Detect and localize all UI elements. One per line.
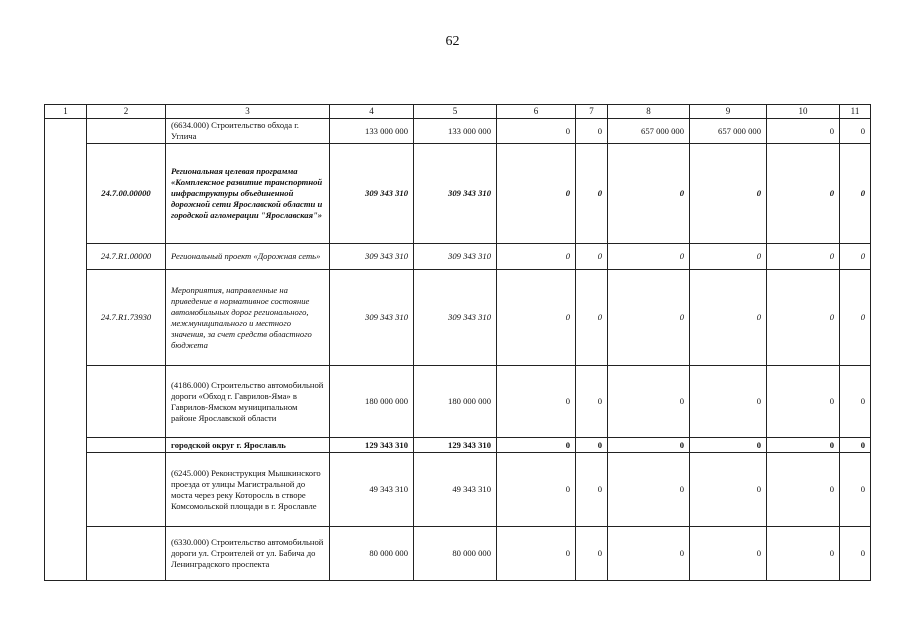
value-cell: 80 000 000 xyxy=(330,527,414,581)
value-cell: 0 xyxy=(497,144,576,244)
value-cell: 0 xyxy=(497,119,576,144)
table-row xyxy=(45,119,871,144)
value-cell: 0 xyxy=(840,527,871,581)
value-cell: 80 000 000 xyxy=(414,527,497,581)
value-cell: 0 xyxy=(690,270,767,366)
value-cell: 0 xyxy=(497,438,576,453)
value-cell: 0 xyxy=(608,527,690,581)
name-cell: (6634.000) Строительство обхода г. Углича xyxy=(166,119,330,144)
value-cell: 0 xyxy=(608,270,690,366)
header-cell: 11 xyxy=(840,105,871,119)
name-cell: (4186.000) Строительство автомобильной дороги «Обход г. Гаврилов-Яма» в Гаврилов-Ямском муниципальном районе Ярославской области xyxy=(166,366,330,438)
header-cell: 3 xyxy=(166,105,330,119)
value-cell: 49 343 310 xyxy=(330,453,414,527)
budget-table xyxy=(44,104,871,581)
value-cell: 180 000 000 xyxy=(330,366,414,438)
value-cell: 0 xyxy=(497,366,576,438)
value-cell: 0 xyxy=(767,270,840,366)
table-row xyxy=(45,366,871,438)
value-cell: 309 343 310 xyxy=(330,270,414,366)
value-cell: 0 xyxy=(690,527,767,581)
value-cell: 0 xyxy=(840,270,871,366)
value-cell: 129 343 310 xyxy=(414,438,497,453)
value-cell: 0 xyxy=(608,244,690,270)
value-cell: 0 xyxy=(576,438,608,453)
value-cell: 309 343 310 xyxy=(414,144,497,244)
header-row xyxy=(45,105,871,119)
code-cell: 24.7.R1.00000 xyxy=(87,244,166,270)
value-cell: 0 xyxy=(690,453,767,527)
value-cell: 657 000 000 xyxy=(690,119,767,144)
value-cell: 0 xyxy=(608,453,690,527)
value-cell: 0 xyxy=(608,438,690,453)
value-cell: 309 343 310 xyxy=(330,244,414,270)
value-cell: 0 xyxy=(767,527,840,581)
value-cell: 0 xyxy=(690,366,767,438)
value-cell: 0 xyxy=(576,244,608,270)
name-cell: (6330.000) Строительство автомобильной дороги ул. Строителей от ул. Бабича до Ленинградского проспекта xyxy=(166,527,330,581)
header-cell: 7 xyxy=(576,105,608,119)
value-cell: 0 xyxy=(767,244,840,270)
value-cell: 0 xyxy=(576,270,608,366)
code-cell xyxy=(87,366,166,438)
header-cell: 1 xyxy=(45,105,87,119)
value-cell: 133 000 000 xyxy=(330,119,414,144)
value-cell: 0 xyxy=(608,366,690,438)
value-cell: 0 xyxy=(576,119,608,144)
table-row xyxy=(45,438,871,453)
header-cell: 4 xyxy=(330,105,414,119)
value-cell: 0 xyxy=(840,244,871,270)
value-cell: 657 000 000 xyxy=(608,119,690,144)
table-row xyxy=(45,527,871,581)
value-cell: 0 xyxy=(840,453,871,527)
value-cell: 0 xyxy=(576,453,608,527)
code-cell: 24.7.R1.73930 xyxy=(87,270,166,366)
value-cell: 309 343 310 xyxy=(414,270,497,366)
value-cell: 133 000 000 xyxy=(414,119,497,144)
value-cell: 129 343 310 xyxy=(330,438,414,453)
code-cell xyxy=(87,119,166,144)
value-cell: 0 xyxy=(576,527,608,581)
header-cell: 9 xyxy=(690,105,767,119)
value-cell: 0 xyxy=(497,244,576,270)
value-cell: 0 xyxy=(576,144,608,244)
header-cell: 6 xyxy=(497,105,576,119)
value-cell: 0 xyxy=(767,438,840,453)
code-cell xyxy=(87,527,166,581)
value-cell: 0 xyxy=(690,144,767,244)
value-cell: 0 xyxy=(840,366,871,438)
value-cell: 0 xyxy=(497,453,576,527)
value-cell: 0 xyxy=(767,144,840,244)
code-cell xyxy=(87,453,166,527)
header-cell: 2 xyxy=(87,105,166,119)
value-cell: 309 343 310 xyxy=(330,144,414,244)
table-row xyxy=(45,270,871,366)
page-number: 62 xyxy=(445,34,460,49)
value-cell: 0 xyxy=(840,119,871,144)
name-cell: городской округ г. Ярославль xyxy=(166,438,330,453)
header-cell: 5 xyxy=(414,105,497,119)
value-cell: 0 xyxy=(690,438,767,453)
name-cell: (6245.000) Реконструкция Мышкинского проезда от улицы Магистральной до моста через реку Которосль в створе Комсомольской площади в г. Ярославле xyxy=(166,453,330,527)
value-cell: 0 xyxy=(767,453,840,527)
value-cell: 0 xyxy=(690,244,767,270)
value-cell: 0 xyxy=(608,144,690,244)
table-row xyxy=(45,144,871,244)
header-cell: 8 xyxy=(608,105,690,119)
value-cell: 0 xyxy=(576,366,608,438)
name-cell: Региональная целевая программа «Комплексное развитие транспортной инфраструктуры объединенной дорожной сети Ярославской области и городской агломерации "Ярославская"» xyxy=(166,144,330,244)
value-cell: 49 343 310 xyxy=(414,453,497,527)
name-cell: Региональный проект «Дорожная сеть» xyxy=(166,244,330,270)
code-cell: 24.7.00.00000 xyxy=(87,144,166,244)
value-cell: 0 xyxy=(840,438,871,453)
value-cell: 309 343 310 xyxy=(414,244,497,270)
row-group-cell xyxy=(45,119,87,581)
table-row xyxy=(45,453,871,527)
value-cell: 0 xyxy=(767,119,840,144)
value-cell: 0 xyxy=(767,366,840,438)
value-cell: 180 000 000 xyxy=(414,366,497,438)
value-cell: 0 xyxy=(840,144,871,244)
table-row xyxy=(45,244,871,270)
value-cell: 0 xyxy=(497,270,576,366)
header-cell: 10 xyxy=(767,105,840,119)
code-cell xyxy=(87,438,166,453)
name-cell: Мероприятия, направленные на приведение в нормативное состояние автомобильных дорог регионального, межмуниципального и местного значения, за счет средств областного бюджета xyxy=(166,270,330,366)
value-cell: 0 xyxy=(497,527,576,581)
